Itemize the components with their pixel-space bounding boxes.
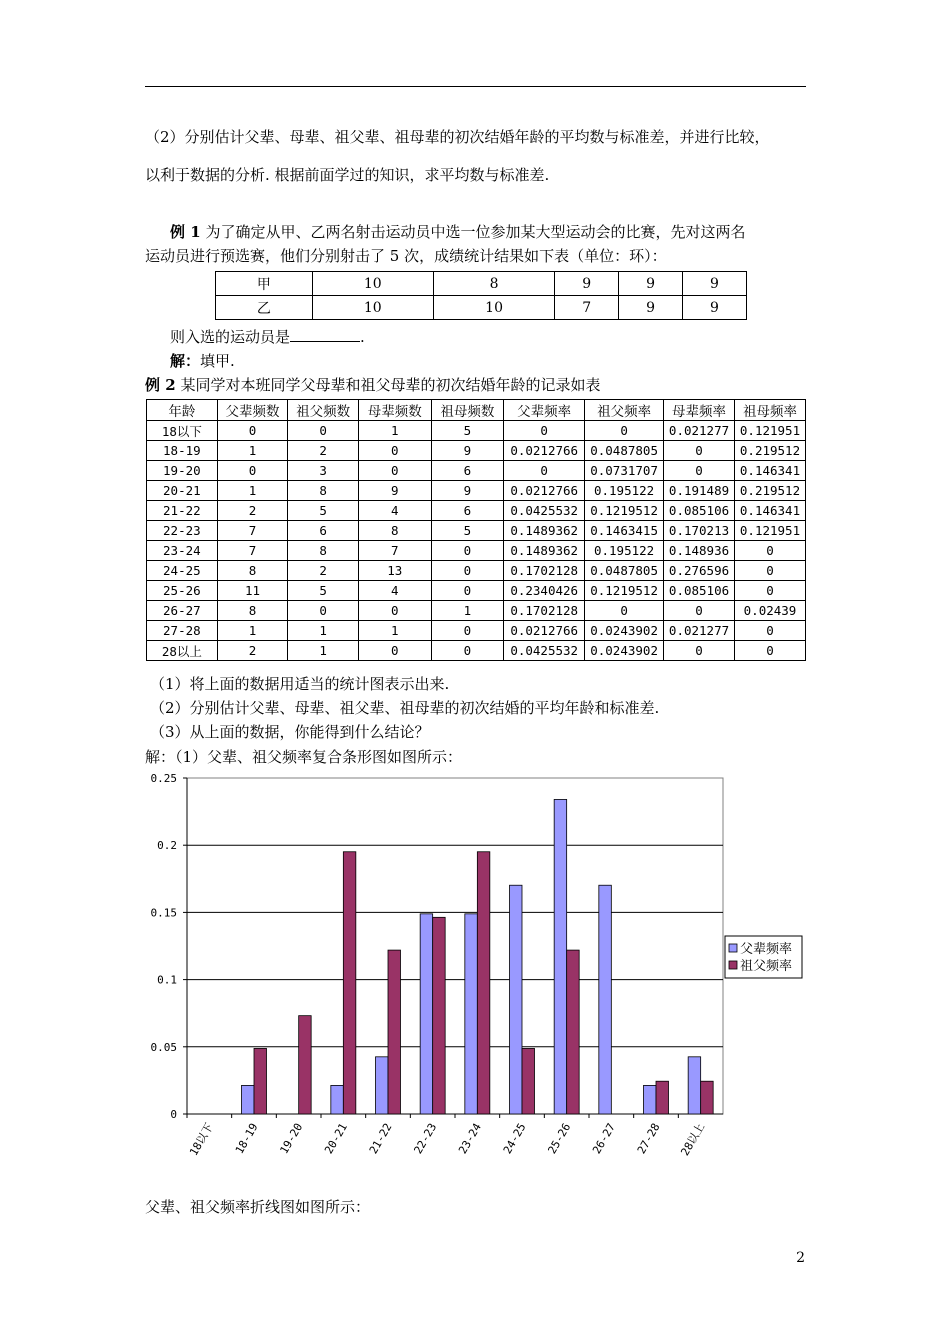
table-cell: 0.170213: [664, 521, 735, 541]
table-cell: 8: [217, 601, 288, 621]
x-tick-label: 27-28: [634, 1121, 663, 1157]
bar-父辈频率: [510, 885, 523, 1114]
part2-line1: （2）分别估计父辈、母辈、祖父辈、祖母辈的初次结婚年龄的平均数与标准差，并进行比较，: [145, 128, 770, 146]
table-header-cell: 祖母频数: [431, 400, 504, 421]
table-cell: 13: [358, 561, 431, 581]
table-row: [147, 421, 806, 441]
y-tick-label: 0.2: [157, 839, 177, 853]
table-cell: 0.148936: [664, 541, 735, 561]
table-cell: 20-21: [147, 481, 218, 501]
table-cell: 0.195122: [585, 541, 664, 561]
table-header-cell: 母辈频数: [358, 400, 431, 421]
solution-1: 解：（1）父辈、祖父频率复合条形图如图所示：: [145, 748, 463, 766]
table-cell: 0.0487805: [585, 441, 664, 461]
table-cell: 5: [288, 581, 359, 601]
bar-祖父频率: [343, 852, 356, 1114]
table-cell: 22-23: [147, 521, 218, 541]
table-cell: 2: [217, 501, 288, 521]
bar-祖父频率: [477, 852, 490, 1114]
table-cell: 6: [288, 521, 359, 541]
answer-text: 填甲.: [200, 352, 235, 370]
table-cell: 9: [619, 272, 683, 296]
table-cell: 0: [664, 461, 735, 481]
table-cell: 1: [288, 621, 359, 641]
example2-text: 某同学对本班同学父母辈和祖父母辈的初次结婚年龄的记录如表: [175, 376, 601, 394]
bar-祖父频率: [701, 1081, 714, 1114]
table-header-cell: 父辈频率: [504, 400, 585, 421]
table-row: [216, 296, 747, 320]
x-tick-label: 25-26: [545, 1121, 574, 1157]
table-cell: 0.191489: [664, 481, 735, 501]
table-cell: 10: [433, 296, 554, 320]
table-cell: 23-24: [147, 541, 218, 561]
table-header-cell: 祖父频数: [288, 400, 359, 421]
table-cell: 6: [431, 461, 504, 481]
table-cell: 0: [288, 421, 359, 441]
table-row: [147, 601, 806, 621]
table-cell: 0.0243902: [585, 641, 664, 661]
table-cell: 8: [288, 541, 359, 561]
table-cell: 25-26: [147, 581, 218, 601]
table-cell: 19-20: [147, 461, 218, 481]
table-cell: 0.121951: [735, 521, 806, 541]
table-cell: 9: [431, 441, 504, 461]
example1-answer: [170, 350, 235, 372]
table-cell: 0.0731707: [585, 461, 664, 481]
answer-label: 解：: [170, 352, 201, 370]
bar-祖父频率: [388, 950, 401, 1114]
table-row: [147, 501, 806, 521]
table-cell: 9: [683, 296, 747, 320]
table-cell: 9: [358, 481, 431, 501]
legend-label: 祖父频率: [740, 959, 793, 974]
table-cell: 0: [735, 641, 806, 661]
table-cell: 0.195122: [585, 481, 664, 501]
bar-祖父频率: [567, 950, 580, 1114]
table-cell: 0.1219512: [585, 501, 664, 521]
x-tick-label: 26-27: [590, 1121, 618, 1157]
table-cell: 甲: [216, 272, 313, 296]
x-tick-label: 23-24: [456, 1121, 484, 1157]
table-cell: 0: [664, 441, 735, 461]
answer-blank: [290, 326, 360, 342]
example1-text1: 为了确定从甲、乙两名射击运动员中选一位参加某大型运动会的比赛，先对这两名: [200, 223, 746, 241]
table-cell: 1: [358, 421, 431, 441]
table-cell: 0: [664, 641, 735, 661]
table-cell: 0: [431, 561, 504, 581]
bar-chart: [140, 768, 810, 1170]
table-cell: 9: [619, 296, 683, 320]
table-cell: 0.021277: [664, 621, 735, 641]
y-tick-label: 0: [170, 1108, 177, 1121]
x-tick-label: 20-21: [322, 1121, 350, 1157]
table-cell: 0.1489362: [504, 521, 585, 541]
table-cell: 8: [217, 561, 288, 581]
example1-table: [215, 271, 747, 320]
table-cell: 0: [358, 641, 431, 661]
table-cell: 3: [288, 461, 359, 481]
table-row: [147, 481, 806, 501]
table-cell: 0.1702128: [504, 561, 585, 581]
table-cell: 7: [555, 296, 619, 320]
table-header-cell: 年龄: [147, 400, 218, 421]
table-cell: 0: [431, 541, 504, 561]
y-tick-label: 0.1: [157, 973, 177, 987]
legend-swatch: [729, 961, 737, 969]
table-cell: 5: [431, 521, 504, 541]
table-row: [147, 541, 806, 561]
question-3: （3）从上面的数据，你能得到什么结论？: [150, 723, 430, 741]
table-cell: 乙: [216, 296, 313, 320]
table-header-cell: 祖父频率: [585, 400, 664, 421]
table-cell: 0: [358, 601, 431, 621]
table-cell: 2: [288, 441, 359, 461]
table-row: [147, 461, 806, 481]
x-tick-label: 22-23: [411, 1121, 440, 1157]
table-cell: 21-22: [147, 501, 218, 521]
table-cell: 1: [431, 601, 504, 621]
table-cell: 0: [217, 421, 288, 441]
table-cell: 9: [683, 272, 747, 296]
table-cell: 8: [433, 272, 554, 296]
page-number: 2: [796, 1250, 805, 1266]
header-rule: [145, 86, 806, 87]
bar-父辈频率: [644, 1085, 657, 1114]
example1-label: 例 1: [170, 223, 201, 241]
table-cell: 4: [358, 501, 431, 521]
table-cell: 4: [358, 581, 431, 601]
solution-2: 父辈、祖父频率折线图如图所示：: [145, 1198, 371, 1216]
table-cell: 0.121951: [735, 421, 806, 441]
table-header-cell: 父辈频数: [217, 400, 288, 421]
table-cell: 1: [288, 641, 359, 661]
table-cell: 0: [431, 641, 504, 661]
table-cell: 0.0212766: [504, 621, 585, 641]
bar-祖父频率: [433, 917, 446, 1114]
table-cell: 0: [735, 561, 806, 581]
table-row: [147, 581, 806, 601]
table-cell: 0.021277: [664, 421, 735, 441]
table-cell: 7: [217, 521, 288, 541]
table-cell: 18-19: [147, 441, 218, 461]
table-cell: 0: [288, 601, 359, 621]
example1-intro: [170, 221, 745, 243]
legend-swatch: [729, 944, 737, 952]
table-cell: 0: [217, 461, 288, 481]
table-cell: 0.1702128: [504, 601, 585, 621]
table-cell: 0.0212766: [504, 441, 585, 461]
table-row: [216, 272, 747, 296]
table-cell: 7: [358, 541, 431, 561]
table-cell: 1: [358, 621, 431, 641]
table-cell: 24-25: [147, 561, 218, 581]
table-cell: 2: [288, 561, 359, 581]
table-cell: 0.1219512: [585, 581, 664, 601]
table-cell: 0.0243902: [585, 621, 664, 641]
table-cell: 0.02439: [735, 601, 806, 621]
bar-父辈频率: [465, 914, 478, 1114]
part2-line2: 以利于数据的分析. 根据前面学过的知识，求平均数与标准差.: [145, 166, 550, 184]
table-cell: 18以下: [147, 421, 218, 441]
table-cell: 26-27: [147, 601, 218, 621]
x-tick-label: 19-20: [277, 1121, 306, 1157]
table-row: [147, 521, 806, 541]
table-cell: 0.0212766: [504, 481, 585, 501]
table-cell: 0: [431, 581, 504, 601]
table-cell: 7: [217, 541, 288, 561]
table-cell: 0.219512: [735, 441, 806, 461]
bar-父辈频率: [688, 1057, 701, 1114]
table-cell: 5: [431, 421, 504, 441]
table-cell: 8: [358, 521, 431, 541]
table-cell: 1: [217, 441, 288, 461]
table-cell: 0.085106: [664, 581, 735, 601]
table-cell: 0: [431, 621, 504, 641]
table-cell: 0: [735, 621, 806, 641]
table-row: [147, 561, 806, 581]
table-cell: 0: [504, 421, 585, 441]
table-cell: 10: [312, 272, 433, 296]
table-cell: 0.0425532: [504, 501, 585, 521]
table-cell: 10: [312, 296, 433, 320]
bar-父辈频率: [376, 1057, 389, 1114]
table-cell: 0: [358, 441, 431, 461]
table-header-cell: 祖母频率: [735, 400, 806, 421]
table-cell: 0: [358, 461, 431, 481]
question-text: 则入选的运动员是: [170, 328, 291, 346]
table-cell: 9: [555, 272, 619, 296]
table-cell: 0: [735, 541, 806, 561]
table-cell: 0.1463415: [585, 521, 664, 541]
example2-label: 例 2: [145, 376, 176, 394]
table-cell: 0.146341: [735, 501, 806, 521]
table-cell: 0.0487805: [585, 561, 664, 581]
table-cell: 11: [217, 581, 288, 601]
table-cell: 28以上: [147, 641, 218, 661]
question-1: （1）将上面的数据用适当的统计图表示出来.: [150, 675, 450, 693]
table-cell: 0: [735, 581, 806, 601]
table-row: [147, 441, 806, 461]
table-cell: 0: [585, 421, 664, 441]
x-tick-label: 21-22: [366, 1121, 395, 1157]
question-2: （2）分别估计父辈、母辈、祖父辈、祖母辈的初次结婚的平均年龄和标准差.: [150, 699, 660, 717]
table-row: [147, 621, 806, 641]
table-cell: 0.1489362: [504, 541, 585, 561]
bar-父辈频率: [420, 914, 433, 1114]
x-tick-label: 18以下: [187, 1121, 216, 1159]
bar-父辈频率: [242, 1085, 255, 1114]
table-cell: 6: [431, 501, 504, 521]
table-cell: 0.276596: [664, 561, 735, 581]
table-cell: 0: [585, 601, 664, 621]
table-cell: 0.0425532: [504, 641, 585, 661]
question-end: .: [360, 328, 365, 346]
plot-area: [187, 778, 723, 1114]
example1-question: [170, 326, 365, 348]
table-cell: 9: [431, 481, 504, 501]
bar-父辈频率: [599, 885, 612, 1114]
bar-祖父频率: [656, 1081, 669, 1114]
table-cell: 0.219512: [735, 481, 806, 501]
y-tick-label: 0.05: [150, 1040, 177, 1054]
bar-祖父频率: [522, 1048, 535, 1114]
table-cell: 5: [288, 501, 359, 521]
table-cell: 0: [504, 461, 585, 481]
table-cell: 1: [217, 481, 288, 501]
y-tick-label: 0.25: [150, 772, 177, 785]
table-cell: 1: [217, 621, 288, 641]
x-tick-label: 28以上: [678, 1121, 708, 1159]
table-header-cell: 母辈频率: [664, 400, 735, 421]
table-row: [147, 641, 806, 661]
bar-父辈频率: [331, 1085, 344, 1114]
table-header-row: [147, 400, 806, 421]
table-cell: 0.146341: [735, 461, 806, 481]
x-tick-label: 24-25: [500, 1121, 529, 1157]
example2-intro: [145, 374, 600, 396]
table-cell: 8: [288, 481, 359, 501]
bar-父辈频率: [554, 799, 567, 1114]
table-cell: 0: [664, 601, 735, 621]
x-tick-label: 18-19: [232, 1121, 261, 1157]
table-cell: 0.085106: [664, 501, 735, 521]
table-cell: 27-28: [147, 621, 218, 641]
legend-label: 父辈频率: [740, 942, 793, 957]
bar-祖父频率: [254, 1048, 267, 1114]
bar-祖父频率: [299, 1016, 312, 1114]
example2-table: [146, 399, 806, 661]
table-cell: 2: [217, 641, 288, 661]
y-tick-label: 0.15: [150, 906, 177, 920]
table-cell: 0.2340426: [504, 581, 585, 601]
example1-text2: 运动员进行预选赛，他们分别射击了 5 次，成绩统计结果如下表（单位：环）：: [145, 247, 667, 265]
